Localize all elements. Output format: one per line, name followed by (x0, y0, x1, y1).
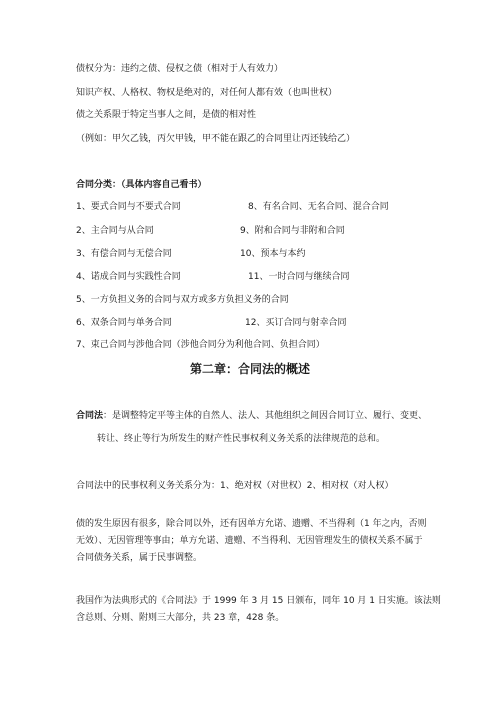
contract-type-item: 2、主合同与从合同 (76, 226, 154, 236)
definition-text-1: ：是调整特定平等主体的自然人、法人、其他组织之间因合同订立、履行、变更、 (103, 411, 428, 421)
chapter-title: 第二章：合同法的概述 (189, 362, 310, 376)
debt-causes-line-1: 债的发生原因有很多，除合同以外，还有因单方允诺、遗赠、不当得利（1 年之内，否则 (76, 519, 427, 529)
contract-type-item: 9、附和合同与非附和合同 (240, 226, 345, 236)
debt-causes-line-2: 无效）、无因管理等事由；单方允诺、遗赠、不当得利、无因管理发生的债权关系不属于 (76, 536, 423, 546)
intro-line-1: 债权分为：违约之债、侵权之债（相对于人有效力） (76, 64, 284, 74)
definition-line-1 (76, 409, 436, 424)
contract-type-item: 4、诺成合同与实践性合同 (76, 272, 181, 282)
civil-rights-text: 合同法中的民事权利义务关系分为：1、绝对权（对世权）2、相对权（对人权） (76, 481, 394, 491)
contract-type-item: 8、有名合同、无名合同、混合合同 (248, 202, 389, 212)
intro-line-3: 债之关系限于特定当事人之间，是债的相对性 (76, 110, 257, 120)
contract-types-heading: 合同分类：（具体内容自己看书） (76, 180, 207, 190)
contract-type-item: 11、一时合同与继续合同 (248, 272, 350, 282)
contract-law-line-1: 我国作为法典形式的《合同法》于 1999 年 3 月 15 日颁布，同年 10 月 1 日实施。该法则 (76, 596, 441, 606)
contract-type-item: 10、预本与本约 (240, 249, 306, 259)
contract-type-item: 1、要式合同与不要式合同 (76, 202, 181, 212)
contract-law-line-2: 含总则、分则、附则三大部分，共 23 章，428 条。 (76, 613, 285, 623)
contract-type-item: 5、一方负担义务的合同与双方或多方负担义务的合同 (76, 295, 289, 305)
intro-line-4: （例如：甲欠乙钱，丙欠甲钱，甲不能在跟乙的合同里让丙还钱给乙） (76, 134, 356, 144)
definition-line-2: 转让、终止等行为所发生的财产性民事权利义务关系的法律规范的总和。 (97, 434, 386, 444)
contract-type-item: 12、买订合同与射幸合同 (245, 318, 347, 328)
intro-line-2: 知识产权、人格权、物权是绝对的，对任何人都有效（也叫世权） (76, 88, 338, 98)
contract-type-item: 6、双条合同与单务合同 (76, 318, 172, 328)
debt-causes-line-3: 合同债务关系，属于民事调整。 (76, 553, 203, 563)
contract-type-item: 3、有偿合同与无偿合同 (76, 249, 172, 259)
definition-term: 合同法 (76, 411, 104, 421)
contract-type-item: 7、束己合同与涉他合同（涉他合同分为利他合同、负担合同） (76, 340, 325, 350)
